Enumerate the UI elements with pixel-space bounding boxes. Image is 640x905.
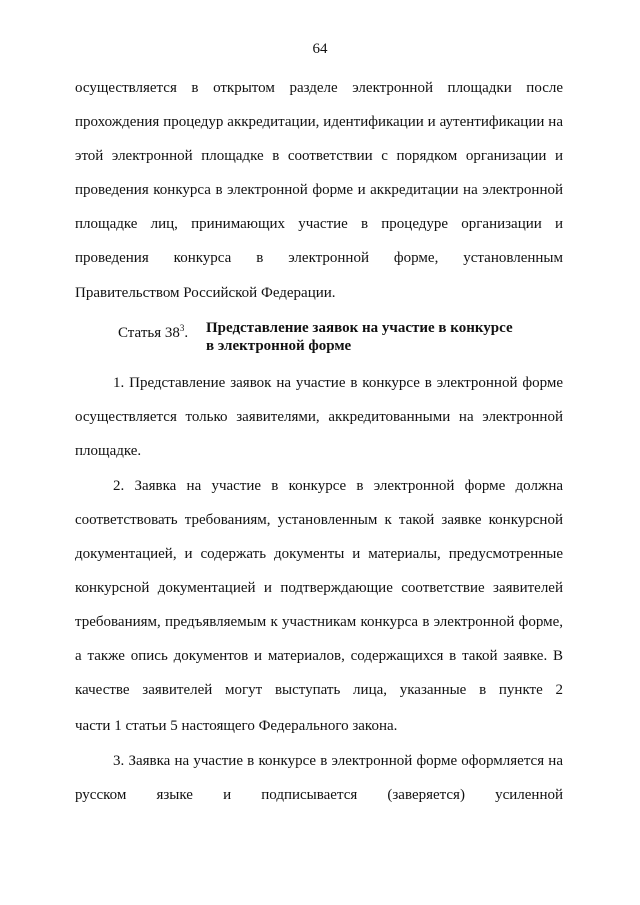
paragraph-text: 3. Заявка на участие в конкурсе в электронной форме оформляется на русском языке и подписывается (заверяется) усиленной [75,753,563,803]
paragraph-text-last-line: площадке. [75,443,142,459]
article-number: Статья $38^3$. [118,323,189,341]
paragraph-text-last-line: части 1 статьи 5 настоящего Федерального закона. [75,718,398,734]
article-title: Представление заявок на участие в конкурсе в электронной форме [206,320,513,354]
paragraph-text-last-line: Правительством Российской Федерации. [75,285,336,301]
page-number: 64 [312,41,328,57]
paragraph-text: осуществляется в открытом разделе электронной площадки после прохождения процедур аккредитации, идентификации и аутентификации на этой электронной площадке в соответствии с порядком организации и проведения конкурса в электронной форме и аккредитации на электронной площадке лиц, принимающих участие в процедуре организации и проведения конкурса в электронной форме, установленным [75,80,563,266]
paragraph-text: 2. Заявка на участие в конкурсе в электронной форме должна соответствовать требованиям, установленным к такой заявке конкурсной документацией, и содержать документы и материалы, предусмотренные конкурсной документацией и подтверждающие соответствие заявителей требованиям, предъявляемым к участникам конкурса в электронной форме, а также опись документов и материалов, содержащихся в такой заявке. В качестве заявителей могут выступать лица, указанные в пункте 2 [75,478,563,698]
paragraph-text: 1. Представление заявок на участие в конкурсе в электронной форме осуществляется только заявителями, аккредитованными на электронной [75,375,563,425]
